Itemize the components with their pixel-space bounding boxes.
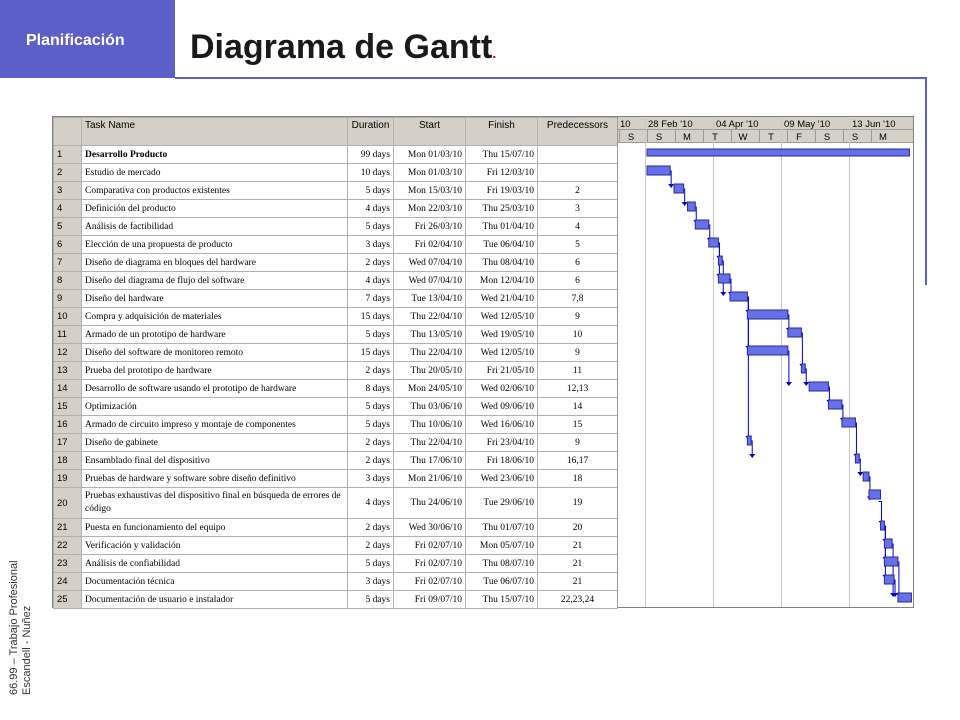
- task-start-cell[interactable]: Thu 24/06/10: [394, 488, 466, 519]
- timescale-minor-label: M: [683, 132, 691, 143]
- dependency-arrow: [682, 202, 688, 206]
- timescale-minor-label: M: [879, 132, 887, 143]
- table-row[interactable]: [54, 362, 618, 380]
- task-duration-cell[interactable]: 15 days: [348, 344, 394, 362]
- gantt-chart: [617, 117, 913, 607]
- task-id-cell[interactable]: 10: [54, 308, 82, 326]
- col-header-task-name[interactable]: Task Name: [82, 118, 348, 146]
- col-header-finish[interactable]: Finish: [466, 118, 538, 146]
- task-bar: [828, 400, 842, 409]
- task-id-cell[interactable]: 17: [54, 434, 82, 452]
- task-id-cell[interactable]: 3: [54, 182, 82, 200]
- page-title-text: Diagrama de Gantt: [190, 28, 493, 66]
- task-duration-cell[interactable]: 7 days: [348, 290, 394, 308]
- col-header-duration[interactable]: Duration: [348, 118, 394, 146]
- dependency-link: [882, 526, 885, 576]
- task-finish-cell[interactable]: Wed 21/04/10: [466, 290, 538, 308]
- task-bar: [718, 256, 722, 265]
- task-predecessors-cell[interactable]: 19: [538, 488, 618, 519]
- task-start-cell[interactable]: Thu 20/05/10: [394, 362, 466, 380]
- table-row[interactable]: [54, 434, 618, 452]
- task-id-cell[interactable]: 20: [54, 488, 82, 519]
- gantt-chart-svg: [617, 117, 913, 607]
- task-name-cell[interactable]: Pruebas de hardware y software sobre diseño definitivo: [82, 470, 348, 488]
- task-duration-cell[interactable]: 5 days: [348, 591, 394, 609]
- table-row[interactable]: [54, 555, 618, 573]
- task-finish-cell[interactable]: Wed 09/06/10: [466, 398, 538, 416]
- summary-bar: [647, 149, 909, 156]
- task-predecessors-cell[interactable]: 5: [538, 236, 618, 254]
- task-finish-cell[interactable]: Thu 01/07/10: [466, 519, 538, 537]
- task-name-cell[interactable]: Armado de circuito impreso y montaje de componentes: [82, 416, 348, 434]
- task-predecessors-cell[interactable]: 2: [538, 182, 618, 200]
- table-row[interactable]: [54, 416, 618, 434]
- task-start-cell[interactable]: Thu 22/04/10: [394, 434, 466, 452]
- task-finish-cell[interactable]: Mon 12/04/10: [466, 272, 538, 290]
- task-id-cell[interactable]: 1: [54, 146, 82, 164]
- task-bar: [730, 292, 747, 301]
- table-row[interactable]: [54, 290, 618, 308]
- task-start-cell[interactable]: Fri 02/07/10: [394, 573, 466, 591]
- timescale-minor-label: F: [796, 132, 802, 143]
- task-id-cell[interactable]: 12: [54, 344, 82, 362]
- page-title: [190, 28, 496, 67]
- task-finish-cell[interactable]: Thu 01/04/10: [466, 218, 538, 236]
- table-row[interactable]: [54, 488, 618, 519]
- task-bar: [695, 220, 709, 229]
- task-predecessors-cell[interactable]: 9: [538, 344, 618, 362]
- task-bar: [809, 382, 828, 391]
- task-id-cell[interactable]: 13: [54, 362, 82, 380]
- task-id-cell[interactable]: 18: [54, 452, 82, 470]
- task-duration-cell[interactable]: 5 days: [348, 326, 394, 344]
- task-start-cell[interactable]: Fri 02/07/10: [394, 555, 466, 573]
- table-row[interactable]: [54, 452, 618, 470]
- task-predecessors-cell[interactable]: 6: [538, 272, 618, 290]
- task-finish-cell[interactable]: Thu 15/07/10: [466, 591, 538, 609]
- task-finish-cell[interactable]: Fri 23/04/10: [466, 434, 538, 452]
- dependency-arrow: [857, 472, 863, 476]
- task-start-cell[interactable]: Fri 02/07/10: [394, 537, 466, 555]
- task-id-cell[interactable]: 4: [54, 200, 82, 218]
- task-id-cell[interactable]: 8: [54, 272, 82, 290]
- task-id-cell[interactable]: 9: [54, 290, 82, 308]
- task-bar: [747, 436, 751, 445]
- task-id-cell[interactable]: 15: [54, 398, 82, 416]
- task-start-cell[interactable]: Thu 22/04/10: [394, 308, 466, 326]
- task-start-cell[interactable]: Thu 13/05/10: [394, 326, 466, 344]
- task-id-cell[interactable]: 7: [54, 254, 82, 272]
- task-finish-cell[interactable]: Mon 05/07/10: [466, 537, 538, 555]
- task-name-cell[interactable]: Diseño de diagrama en bloques del hardware: [82, 254, 348, 272]
- task-start-cell[interactable]: Wed 07/04/10: [394, 254, 466, 272]
- table-row[interactable]: [54, 591, 618, 609]
- task-start-cell[interactable]: Mon 24/05/10: [394, 380, 466, 398]
- task-name-cell[interactable]: Desarrollo Producto: [82, 146, 348, 164]
- task-name-cell[interactable]: Estudio de mercado: [82, 164, 348, 182]
- timescale-major-label: 09 May '10: [784, 119, 831, 130]
- dependency-arrow: [786, 382, 792, 386]
- task-finish-cell[interactable]: Tue 06/04/10: [466, 236, 538, 254]
- task-duration-cell[interactable]: 2 days: [348, 452, 394, 470]
- footer-credit: [8, 525, 34, 695]
- task-bar: [801, 364, 805, 373]
- task-duration-cell[interactable]: 5 days: [348, 218, 394, 236]
- table-row[interactable]: [54, 236, 618, 254]
- task-name-cell[interactable]: Documentación técnica: [82, 573, 348, 591]
- task-bar: [709, 238, 719, 247]
- task-name-cell[interactable]: Análisis de factibilidad: [82, 218, 348, 236]
- task-start-cell[interactable]: Thu 22/04/10: [394, 344, 466, 362]
- timescale-major-label: 13 Jun '10: [852, 119, 896, 130]
- task-id-cell[interactable]: 19: [54, 470, 82, 488]
- task-finish-cell[interactable]: Tue 29/06/10: [466, 488, 538, 519]
- task-name-cell[interactable]: Comparativa con productos existentes: [82, 182, 348, 200]
- task-bar: [869, 490, 881, 499]
- dependency-arrow: [668, 184, 674, 188]
- task-duration-cell[interactable]: 5 days: [348, 555, 394, 573]
- dependency-link: [890, 544, 893, 594]
- task-finish-cell[interactable]: Thu 15/07/10: [466, 146, 538, 164]
- task-predecessors-cell[interactable]: 7,8: [538, 290, 618, 308]
- task-finish-cell[interactable]: Thu 08/04/10: [466, 254, 538, 272]
- task-predecessors-cell[interactable]: 10: [538, 326, 618, 344]
- task-bar: [718, 274, 730, 283]
- table-row[interactable]: [54, 182, 618, 200]
- task-duration-cell[interactable]: 4 days: [348, 200, 394, 218]
- task-finish-cell[interactable]: Wed 12/05/10: [466, 344, 538, 362]
- task-duration-cell[interactable]: 2 days: [348, 519, 394, 537]
- table-row[interactable]: [54, 573, 618, 591]
- task-name-cell[interactable]: Prueba del prototipo de hardware: [82, 362, 348, 380]
- side-rule: [925, 77, 927, 285]
- task-name-cell[interactable]: Compra y adquisición de materiales: [82, 308, 348, 326]
- task-id-cell[interactable]: 11: [54, 326, 82, 344]
- task-predecessors-cell[interactable]: [538, 146, 618, 164]
- header-rule: [175, 77, 927, 79]
- dependency-arrow: [749, 454, 755, 458]
- col-header-id: [54, 118, 82, 146]
- task-duration-cell[interactable]: 3 days: [348, 470, 394, 488]
- task-start-cell[interactable]: Fri 09/07/10: [394, 591, 466, 609]
- dependency-link: [786, 351, 789, 383]
- page-title-dot: .: [492, 45, 497, 61]
- section-badge: Planificación: [0, 0, 175, 78]
- task-id-cell[interactable]: 6: [54, 236, 82, 254]
- task-predecessors-cell[interactable]: 16,17: [538, 452, 618, 470]
- task-name-cell[interactable]: Diseño de gabinete: [82, 434, 348, 452]
- task-predecessors-cell[interactable]: 22,23,24: [538, 591, 618, 609]
- task-name-cell[interactable]: Armado de un prototipo de hardware: [82, 326, 348, 344]
- task-bar: [647, 166, 670, 175]
- task-id-cell[interactable]: 14: [54, 380, 82, 398]
- col-header-predecessors[interactable]: Predecessors: [538, 118, 618, 146]
- task-finish-cell[interactable]: Thu 08/07/10: [466, 555, 538, 573]
- timescale-major-label: 10: [620, 119, 631, 130]
- task-id-cell[interactable]: 25: [54, 591, 82, 609]
- task-name-cell[interactable]: Pruebas exhaustivas del dispositivo final en búsqueda de errores de código: [82, 488, 348, 519]
- gantt-screenshot: [52, 116, 914, 608]
- task-start-cell[interactable]: Thu 03/06/10: [394, 398, 466, 416]
- task-start-cell[interactable]: Mon 01/03/10: [394, 164, 466, 182]
- task-bar: [855, 454, 859, 463]
- task-predecessors-cell[interactable]: 20: [538, 519, 618, 537]
- timescale-minor-label: S: [823, 132, 831, 143]
- task-name-cell[interactable]: Diseño del diagrama de flujo del software: [82, 272, 348, 290]
- task-bar: [747, 346, 788, 355]
- task-name-cell[interactable]: Diseño del software de monitoreo remoto: [82, 344, 348, 362]
- task-duration-cell[interactable]: 4 days: [348, 272, 394, 290]
- task-start-cell[interactable]: Mon 01/03/10: [394, 146, 466, 164]
- task-bar: [884, 575, 894, 584]
- task-start-cell[interactable]: Mon 15/03/10: [394, 182, 466, 200]
- timescale-minor-label: W: [738, 132, 748, 143]
- task-duration-cell[interactable]: 10 days: [348, 164, 394, 182]
- timescale-minor-label: T: [712, 132, 718, 143]
- task-table: [53, 117, 618, 609]
- task-predecessors-cell[interactable]: 21: [538, 537, 618, 555]
- task-duration-cell[interactable]: 2 days: [348, 362, 394, 380]
- task-finish-cell[interactable]: Wed 23/06/10: [466, 470, 538, 488]
- table-row[interactable]: [54, 164, 618, 182]
- task-name-cell[interactable]: Definición del producto: [82, 200, 348, 218]
- task-id-cell[interactable]: 22: [54, 537, 82, 555]
- dependency-link: [853, 423, 856, 455]
- dependency-link: [896, 562, 899, 594]
- task-duration-cell[interactable]: 3 days: [348, 236, 394, 254]
- timescale-minor-label: S: [627, 132, 635, 143]
- task-start-cell[interactable]: Fri 26/03/10: [394, 218, 466, 236]
- table-row[interactable]: [54, 218, 618, 236]
- table-row[interactable]: [54, 344, 618, 362]
- task-bar: [788, 328, 802, 337]
- task-name-cell[interactable]: Diseño del hardware: [82, 290, 348, 308]
- task-finish-cell[interactable]: Fri 12/03/10: [466, 164, 538, 182]
- task-name-cell[interactable]: Documentación de usuario e instalador: [82, 591, 348, 609]
- task-start-cell[interactable]: Mon 21/06/10: [394, 470, 466, 488]
- task-start-cell[interactable]: Thu 17/06/10: [394, 452, 466, 470]
- task-id-cell[interactable]: 5: [54, 218, 82, 236]
- task-finish-cell[interactable]: Wed 12/05/10: [466, 308, 538, 326]
- task-duration-cell[interactable]: 2 days: [348, 537, 394, 555]
- dependency-link: [879, 502, 882, 523]
- timescale-minor-label: S: [851, 132, 859, 143]
- timescale-minor-label: T: [768, 132, 774, 143]
- task-start-cell[interactable]: Tue 13/04/10: [394, 290, 466, 308]
- task-predecessors-cell[interactable]: 12,13: [538, 380, 618, 398]
- task-duration-cell[interactable]: 5 days: [348, 398, 394, 416]
- task-duration-cell[interactable]: 4 days: [348, 488, 394, 519]
- task-predecessors-cell[interactable]: 14: [538, 398, 618, 416]
- table-header-row: [54, 118, 618, 146]
- task-finish-cell[interactable]: Wed 16/06/10: [466, 416, 538, 434]
- table-row[interactable]: [54, 254, 618, 272]
- table-row[interactable]: [54, 146, 618, 164]
- task-bar: [881, 521, 885, 530]
- task-finish-cell[interactable]: Fri 21/05/10: [466, 362, 538, 380]
- task-duration-cell[interactable]: 2 days: [348, 434, 394, 452]
- task-start-cell[interactable]: Mon 22/03/10: [394, 200, 466, 218]
- task-id-cell[interactable]: 23: [54, 555, 82, 573]
- task-name-cell[interactable]: Optimización: [82, 398, 348, 416]
- task-id-cell[interactable]: 21: [54, 519, 82, 537]
- task-bar: [747, 310, 788, 319]
- task-finish-cell[interactable]: Wed 19/05/10: [466, 326, 538, 344]
- task-bar: [884, 557, 898, 566]
- footer-line-2: Escandell - Nuñez: [21, 605, 33, 695]
- table-row[interactable]: [54, 519, 618, 537]
- dependency-link: [799, 333, 802, 365]
- task-bar: [842, 418, 856, 427]
- task-duration-cell[interactable]: 15 days: [348, 308, 394, 326]
- task-finish-cell[interactable]: Fri 19/03/10: [466, 182, 538, 200]
- timescale-minor-label: S: [655, 132, 663, 143]
- table-row[interactable]: [54, 537, 618, 555]
- task-predecessors-cell[interactable]: 6: [538, 254, 618, 272]
- timescale-major-label: 28 Feb '10: [648, 119, 693, 130]
- task-start-cell[interactable]: Wed 07/04/10: [394, 272, 466, 290]
- table-row[interactable]: [54, 326, 618, 344]
- task-name-cell[interactable]: Puesta en funcionamiento del equipo: [82, 519, 348, 537]
- timescale-major-label: 04 Apr '10: [716, 119, 759, 130]
- task-start-cell[interactable]: Wed 30/06/10: [394, 519, 466, 537]
- task-predecessors-cell[interactable]: 9: [538, 434, 618, 452]
- footer-line-1: 66.99 – Trabajo Profesional: [8, 560, 20, 695]
- task-id-cell[interactable]: 2: [54, 164, 82, 182]
- task-start-cell[interactable]: Fri 02/04/10: [394, 236, 466, 254]
- table-row[interactable]: [54, 272, 618, 290]
- task-bar: [898, 593, 912, 602]
- table-row[interactable]: [54, 398, 618, 416]
- task-name-cell[interactable]: Elección de una propuesta de producto: [82, 236, 348, 254]
- table-row[interactable]: [54, 200, 618, 218]
- task-bar: [674, 184, 684, 193]
- task-finish-cell[interactable]: Tue 06/07/10: [466, 573, 538, 591]
- task-bar: [863, 472, 869, 481]
- task-id-cell[interactable]: 24: [54, 573, 82, 591]
- task-duration-cell[interactable]: 5 days: [348, 416, 394, 434]
- dependency-arrow: [720, 292, 726, 296]
- table-row[interactable]: [54, 308, 618, 326]
- task-duration-cell[interactable]: 5 days: [348, 182, 394, 200]
- task-predecessors-cell[interactable]: 3: [538, 200, 618, 218]
- task-predecessors-cell[interactable]: 4: [538, 218, 618, 236]
- task-start-cell[interactable]: Thu 10/06/10: [394, 416, 466, 434]
- task-bar: [884, 539, 892, 548]
- task-id-cell[interactable]: 16: [54, 416, 82, 434]
- task-name-cell[interactable]: Verificación y validación: [82, 537, 348, 555]
- task-name-cell[interactable]: Análisis de confiabilidad: [82, 555, 348, 573]
- col-header-start[interactable]: Start: [394, 118, 466, 146]
- task-duration-cell[interactable]: 3 days: [348, 573, 394, 591]
- task-predecessors-cell[interactable]: 15: [538, 416, 618, 434]
- task-name-cell[interactable]: Desarrollo de software usando el prototipo de hardware: [82, 380, 348, 398]
- task-duration-cell[interactable]: 99 days: [348, 146, 394, 164]
- task-bar: [688, 202, 696, 211]
- task-predecessors-cell[interactable]: 11: [538, 362, 618, 380]
- task-predecessors-cell[interactable]: 9: [538, 308, 618, 326]
- task-finish-cell[interactable]: Thu 25/03/10: [466, 200, 538, 218]
- task-finish-cell[interactable]: Fri 18/06/10: [466, 452, 538, 470]
- task-duration-cell[interactable]: 8 days: [348, 380, 394, 398]
- task-finish-cell[interactable]: Wed 02/06/10: [466, 380, 538, 398]
- task-predecessors-cell[interactable]: [538, 164, 618, 182]
- table-row[interactable]: [54, 470, 618, 488]
- task-duration-cell[interactable]: 2 days: [348, 254, 394, 272]
- task-name-cell[interactable]: Ensamblado final del dispositivo: [82, 452, 348, 470]
- dependency-arrow: [803, 382, 809, 386]
- task-predecessors-cell[interactable]: 21: [538, 573, 618, 591]
- task-predecessors-cell[interactable]: 21: [538, 555, 618, 573]
- task-predecessors-cell[interactable]: 18: [538, 470, 618, 488]
- table-row[interactable]: [54, 380, 618, 398]
